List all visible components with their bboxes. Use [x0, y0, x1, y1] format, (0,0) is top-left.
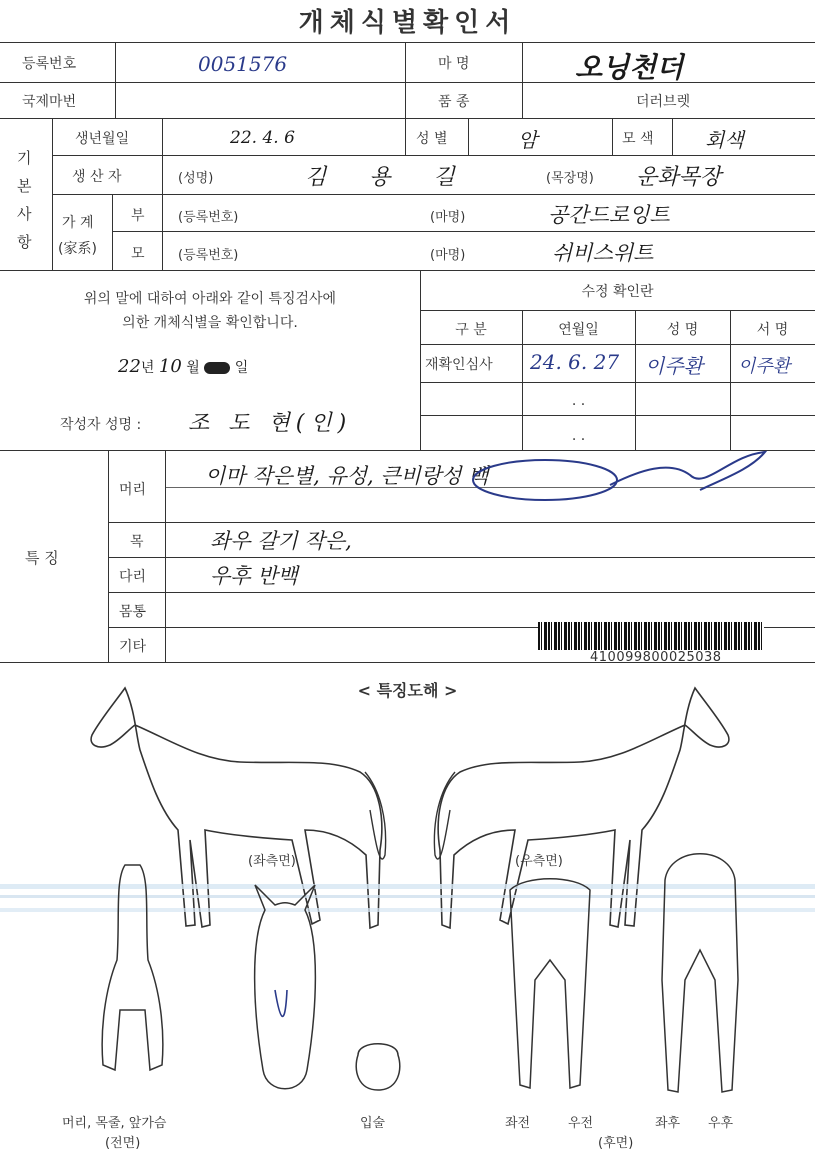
author-value: 조 도 현(인) [188, 411, 353, 436]
dam-name-value: 쉬비스위트 [552, 241, 654, 265]
revision-header-date: 연월일 [558, 322, 599, 338]
rule [162, 194, 163, 270]
horse-front-icon [95, 860, 170, 1090]
diagram-front-right: 우전 [568, 1116, 594, 1131]
rule [0, 270, 815, 271]
revision-row1-date: 24. 6. 27 [530, 350, 620, 374]
rule [0, 42, 815, 43]
breeder-label: 생 산 자 [72, 169, 122, 185]
rule [420, 310, 815, 311]
sex-value: 암 [518, 128, 538, 152]
sex-label: 성 별 [416, 131, 448, 147]
diagram-muzzle: 입술 [360, 1116, 386, 1131]
breed-label: 품 종 [438, 94, 470, 110]
diagram-hind-right: 우후 [708, 1116, 734, 1131]
rule [52, 118, 53, 270]
rule [420, 415, 815, 416]
revision-row2-date: . . [571, 393, 586, 409]
dam-label: 모 [131, 246, 145, 262]
rule [420, 382, 815, 383]
coat-value: 회색 [705, 128, 744, 152]
sire-reg-label: (등록번호) [178, 210, 239, 225]
confirmation-line2: 의한 개체식별을 확인합니다. [122, 315, 298, 331]
date-month-unit: 월 [186, 360, 200, 376]
horse-name-label: 마 명 [438, 56, 470, 72]
feature-legs-label: 다리 [119, 569, 147, 585]
birth-label: 생년월일 [75, 131, 130, 147]
feature-neck-label: 목 [130, 534, 144, 550]
diagram-hind-left: 좌후 [655, 1116, 681, 1131]
breeder-farm-value: 운화목장 [636, 165, 722, 190]
date-year: 22 [118, 356, 141, 377]
barcode-number: 410099800025038 [590, 650, 722, 665]
rule [0, 82, 815, 83]
author-label: 작성자 성명 : [60, 417, 142, 433]
rule [52, 155, 815, 156]
birth-value: 22. 4. 6 [230, 128, 295, 148]
rule [405, 118, 406, 155]
rule [162, 118, 163, 194]
sire-name-value: 공간드로잉트 [548, 203, 670, 227]
rule [420, 344, 815, 345]
date-day-redacted [204, 362, 230, 374]
rule [468, 118, 469, 155]
dam-reg-label: (등록번호) [178, 248, 239, 263]
horse-hind-legs-icon [650, 840, 750, 1100]
rule [108, 522, 815, 523]
coat-label: 모 색 [622, 131, 654, 147]
confirmation-date [118, 356, 248, 377]
diagram-front-caption: 머리, 목줄, 앞가슴 [62, 1116, 167, 1131]
diagram-front-sub: (전면) [105, 1136, 141, 1151]
breeder-name-label: (성명) [178, 171, 214, 186]
basic-section-label: 기본사항 [17, 149, 32, 251]
diagram-title: < 특징도해 > [357, 681, 458, 700]
document-title: 개체식별확인서 [298, 8, 517, 38]
rule [672, 118, 673, 155]
rule [112, 231, 815, 232]
revision-header-sign: 서 명 [756, 322, 789, 338]
sire-name-label: (마명) [430, 210, 466, 225]
revision-row1-name: 이주환 [645, 354, 703, 378]
diagram-right-side: (우측면) [515, 854, 563, 869]
rule [108, 557, 815, 558]
horse-head-icon [235, 880, 335, 1110]
rule [108, 450, 109, 662]
diagram-front-left: 좌전 [505, 1116, 531, 1131]
revision-row3-date: . . [571, 428, 586, 444]
registration-label: 등록번호 [22, 56, 77, 72]
registration-value: 0051576 [198, 52, 288, 76]
feature-legs-value: 우후 반백 [210, 564, 298, 588]
pedigree-label-hanja: (家系) [58, 241, 97, 257]
date-year-unit: 년 [140, 360, 155, 376]
feature-body-label: 몸통 [119, 604, 147, 620]
rule [112, 194, 113, 270]
revision-row1-type: 재확인심사 [425, 357, 493, 373]
breeder-name-value: 김 용 길 [305, 165, 473, 190]
horse-front-legs-icon [495, 870, 605, 1100]
diagram-rear-sub: (후면) [598, 1136, 634, 1151]
revision-row1-sign: 이주환 [738, 356, 791, 377]
rule [522, 42, 523, 118]
features-label: 특 징 [25, 549, 59, 567]
sire-label: 부 [131, 208, 145, 224]
head-ink-loop-icon [470, 440, 780, 520]
rule [52, 194, 815, 195]
rule [612, 118, 613, 155]
revision-header-name: 성 명 [666, 322, 699, 338]
muzzle-icon [348, 1035, 408, 1095]
revision-header-type: 구 분 [455, 322, 487, 338]
feature-other-label: 기타 [119, 639, 147, 655]
barcode [538, 622, 764, 650]
dam-name-label: (마명) [430, 248, 466, 263]
rule [165, 450, 166, 662]
confirmation-line1: 위의 말에 대하여 아래와 같이 특징검사에 [83, 291, 337, 307]
feature-head-value: 이마 작은별, 유성, 큰비랑성 백 [205, 464, 489, 488]
rule [108, 592, 815, 593]
date-day-unit: 일 [234, 360, 249, 376]
feature-head-label: 머리 [119, 482, 147, 498]
breed-value: 더러브렛 [636, 94, 691, 110]
breeder-farm-label: (목장명) [546, 171, 594, 186]
revision-title: 수정 확인란 [581, 284, 654, 300]
date-month: 10 [158, 356, 182, 377]
rule [405, 42, 406, 118]
international-no-label: 국제마번 [22, 94, 77, 110]
feature-neck-value: 좌우 갈기 작은, [210, 529, 352, 553]
rule [0, 118, 815, 119]
diagram-left-side: (좌측면) [248, 854, 296, 869]
rule [115, 42, 116, 118]
pedigree-label: 가 계 [62, 215, 94, 231]
horse-name-value: 오닝천더 [575, 51, 684, 84]
